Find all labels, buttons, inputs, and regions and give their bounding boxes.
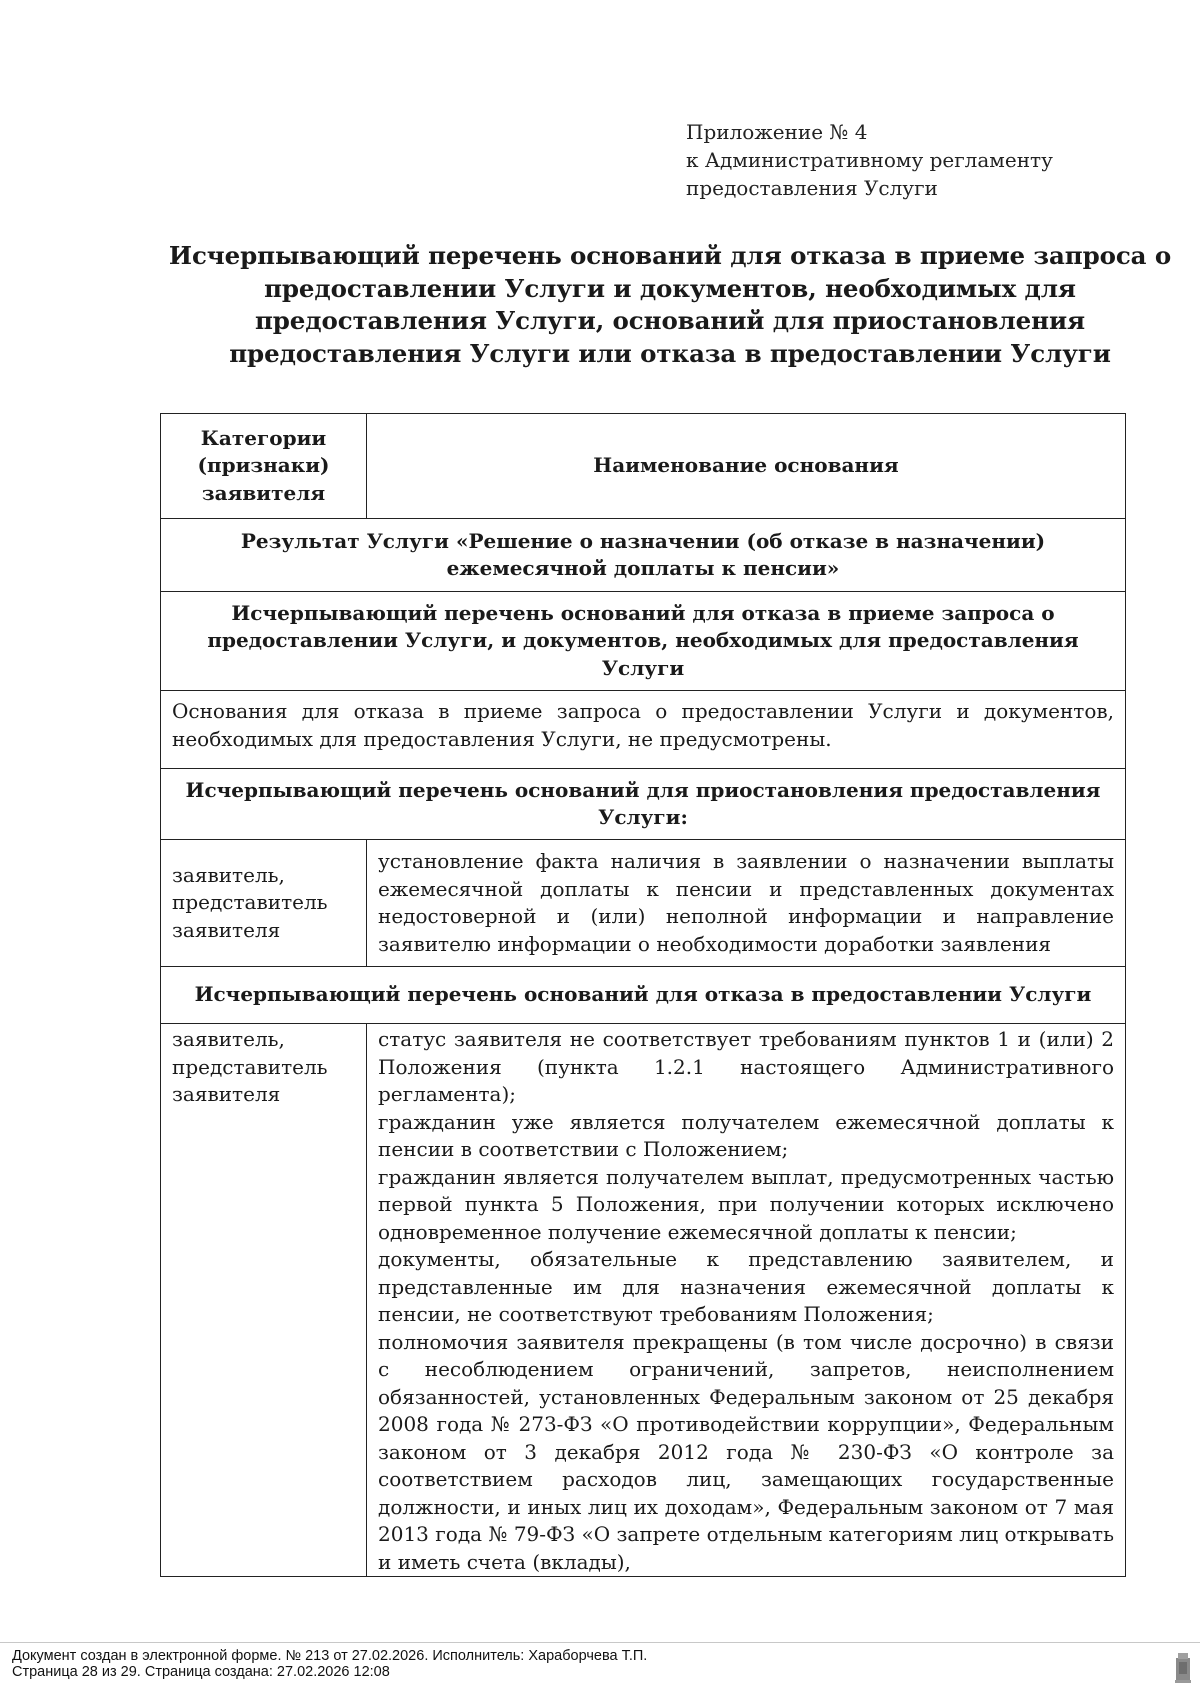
coat-of-arms-icon <box>1172 1650 1194 1686</box>
section3-items <box>367 1024 1126 1577</box>
section3-title: Исчерпывающий перечень оснований для отказа в предоставлении Услуги <box>161 967 1126 1024</box>
footer-line-2: Страница 28 из 29. Страница создана: 27.02.2026 12:08 <box>12 1664 390 1680</box>
footer-divider <box>0 1642 1200 1643</box>
grounds-table <box>160 413 1126 1577</box>
appendix-line-2: к Административному регламенту <box>686 148 1053 172</box>
section1-text-row <box>161 691 1126 769</box>
section1-title: Исчерпывающий перечень оснований для отказа в приеме запроса о предоставлении Услуги, и документов, необходимых для предоставления Услуги <box>161 592 1126 691</box>
list-item: гражданин является получателем выплат, предусмотренных частью первой пункта 5 Положения, при получении которых исключено одновременное получение ежемесячной доплаты к пенсии; <box>378 1164 1114 1244</box>
appendix-line-3: предоставления Услуги <box>686 176 938 200</box>
section2-text: установление факта наличия в заявлении о назначении выплаты ежемесячной доплаты к пенсии и представленных документах недостоверной и (или) неполной информации и направление заявителю информации о необходимости доработки заявления <box>367 840 1126 967</box>
section1-title-row <box>161 592 1126 691</box>
section3-content-row <box>161 1024 1126 1577</box>
footer-line-1: Документ создан в электронной форме. № 213 от 27.02.2026. Исполнитель: Хараборчева Т.П. <box>12 1648 648 1664</box>
header-name: Наименование основания <box>367 414 1126 519</box>
table-header-row <box>161 414 1126 519</box>
section1-text: Основания для отказа в приеме запроса о предоставлении Услуги и документов, необходимых для предоставления Услуги, не предусмотрены. <box>161 691 1126 769</box>
appendix-note <box>686 118 1146 202</box>
section2-title: Исчерпывающий перечень оснований для приостановления предоставления Услуги: <box>161 769 1126 840</box>
document-title: Исчерпывающий перечень оснований для отказа в приеме запроса о предоставлении Услуги и документов, необходимых для предоставления Услуги, оснований для приостановления предоставления Услуги или отказа в предоставлении Услуги <box>168 241 1172 368</box>
section3-category: заявитель, представитель заявителя <box>161 1024 367 1577</box>
appendix-line-1: Приложение № 4 <box>686 120 868 144</box>
section2-category: заявитель, представитель заявителя <box>161 840 367 967</box>
header-category: Категории (признаки) заявителя <box>161 414 367 519</box>
list-item: полномочия заявителя прекращены (в том числе досрочно) в связи с несоблюдением ограничений, запретов, неисполнением обязанностей, установленных Федеральным законом от 25 декабря 2008 года № 273-ФЗ «О противодействии коррупции», Федеральным законом от 3 декабря 2012 года № 230-ФЗ «О контроле за соответствием расходов лиц, замещающих государственные должности, и иных лиц их доходам», Федеральным законом от 7 мая 2013 года № 79-ФЗ «О запрете отдельным категориям лиц открывать и иметь счета (вклады), <box>378 1329 1114 1574</box>
section2-content-row <box>161 840 1126 967</box>
document-footer <box>12 1648 1112 1680</box>
section3-title-row <box>161 967 1126 1024</box>
list-item: гражданин уже является получателем ежемесячной доплаты к пенсии в соответствии с Положением; <box>378 1109 1114 1161</box>
list-item: статус заявителя не соответствует требованиям пунктов 1 и (или) 2 Положения (пункта 1.2.1 настоящего Административного регламента); <box>378 1027 1114 1106</box>
result-row <box>161 519 1126 592</box>
result-title: Результат Услуги «Решение о назначении (об отказе в назначении) ежемесячной доплаты к пенсии» <box>161 519 1126 592</box>
section2-title-row <box>161 769 1126 840</box>
list-item: документы, обязательные к представлению заявителем, и представленные им для назначения ежемесячной доплаты к пенсии, не соответствуют требованиям Положения; <box>378 1247 1114 1326</box>
